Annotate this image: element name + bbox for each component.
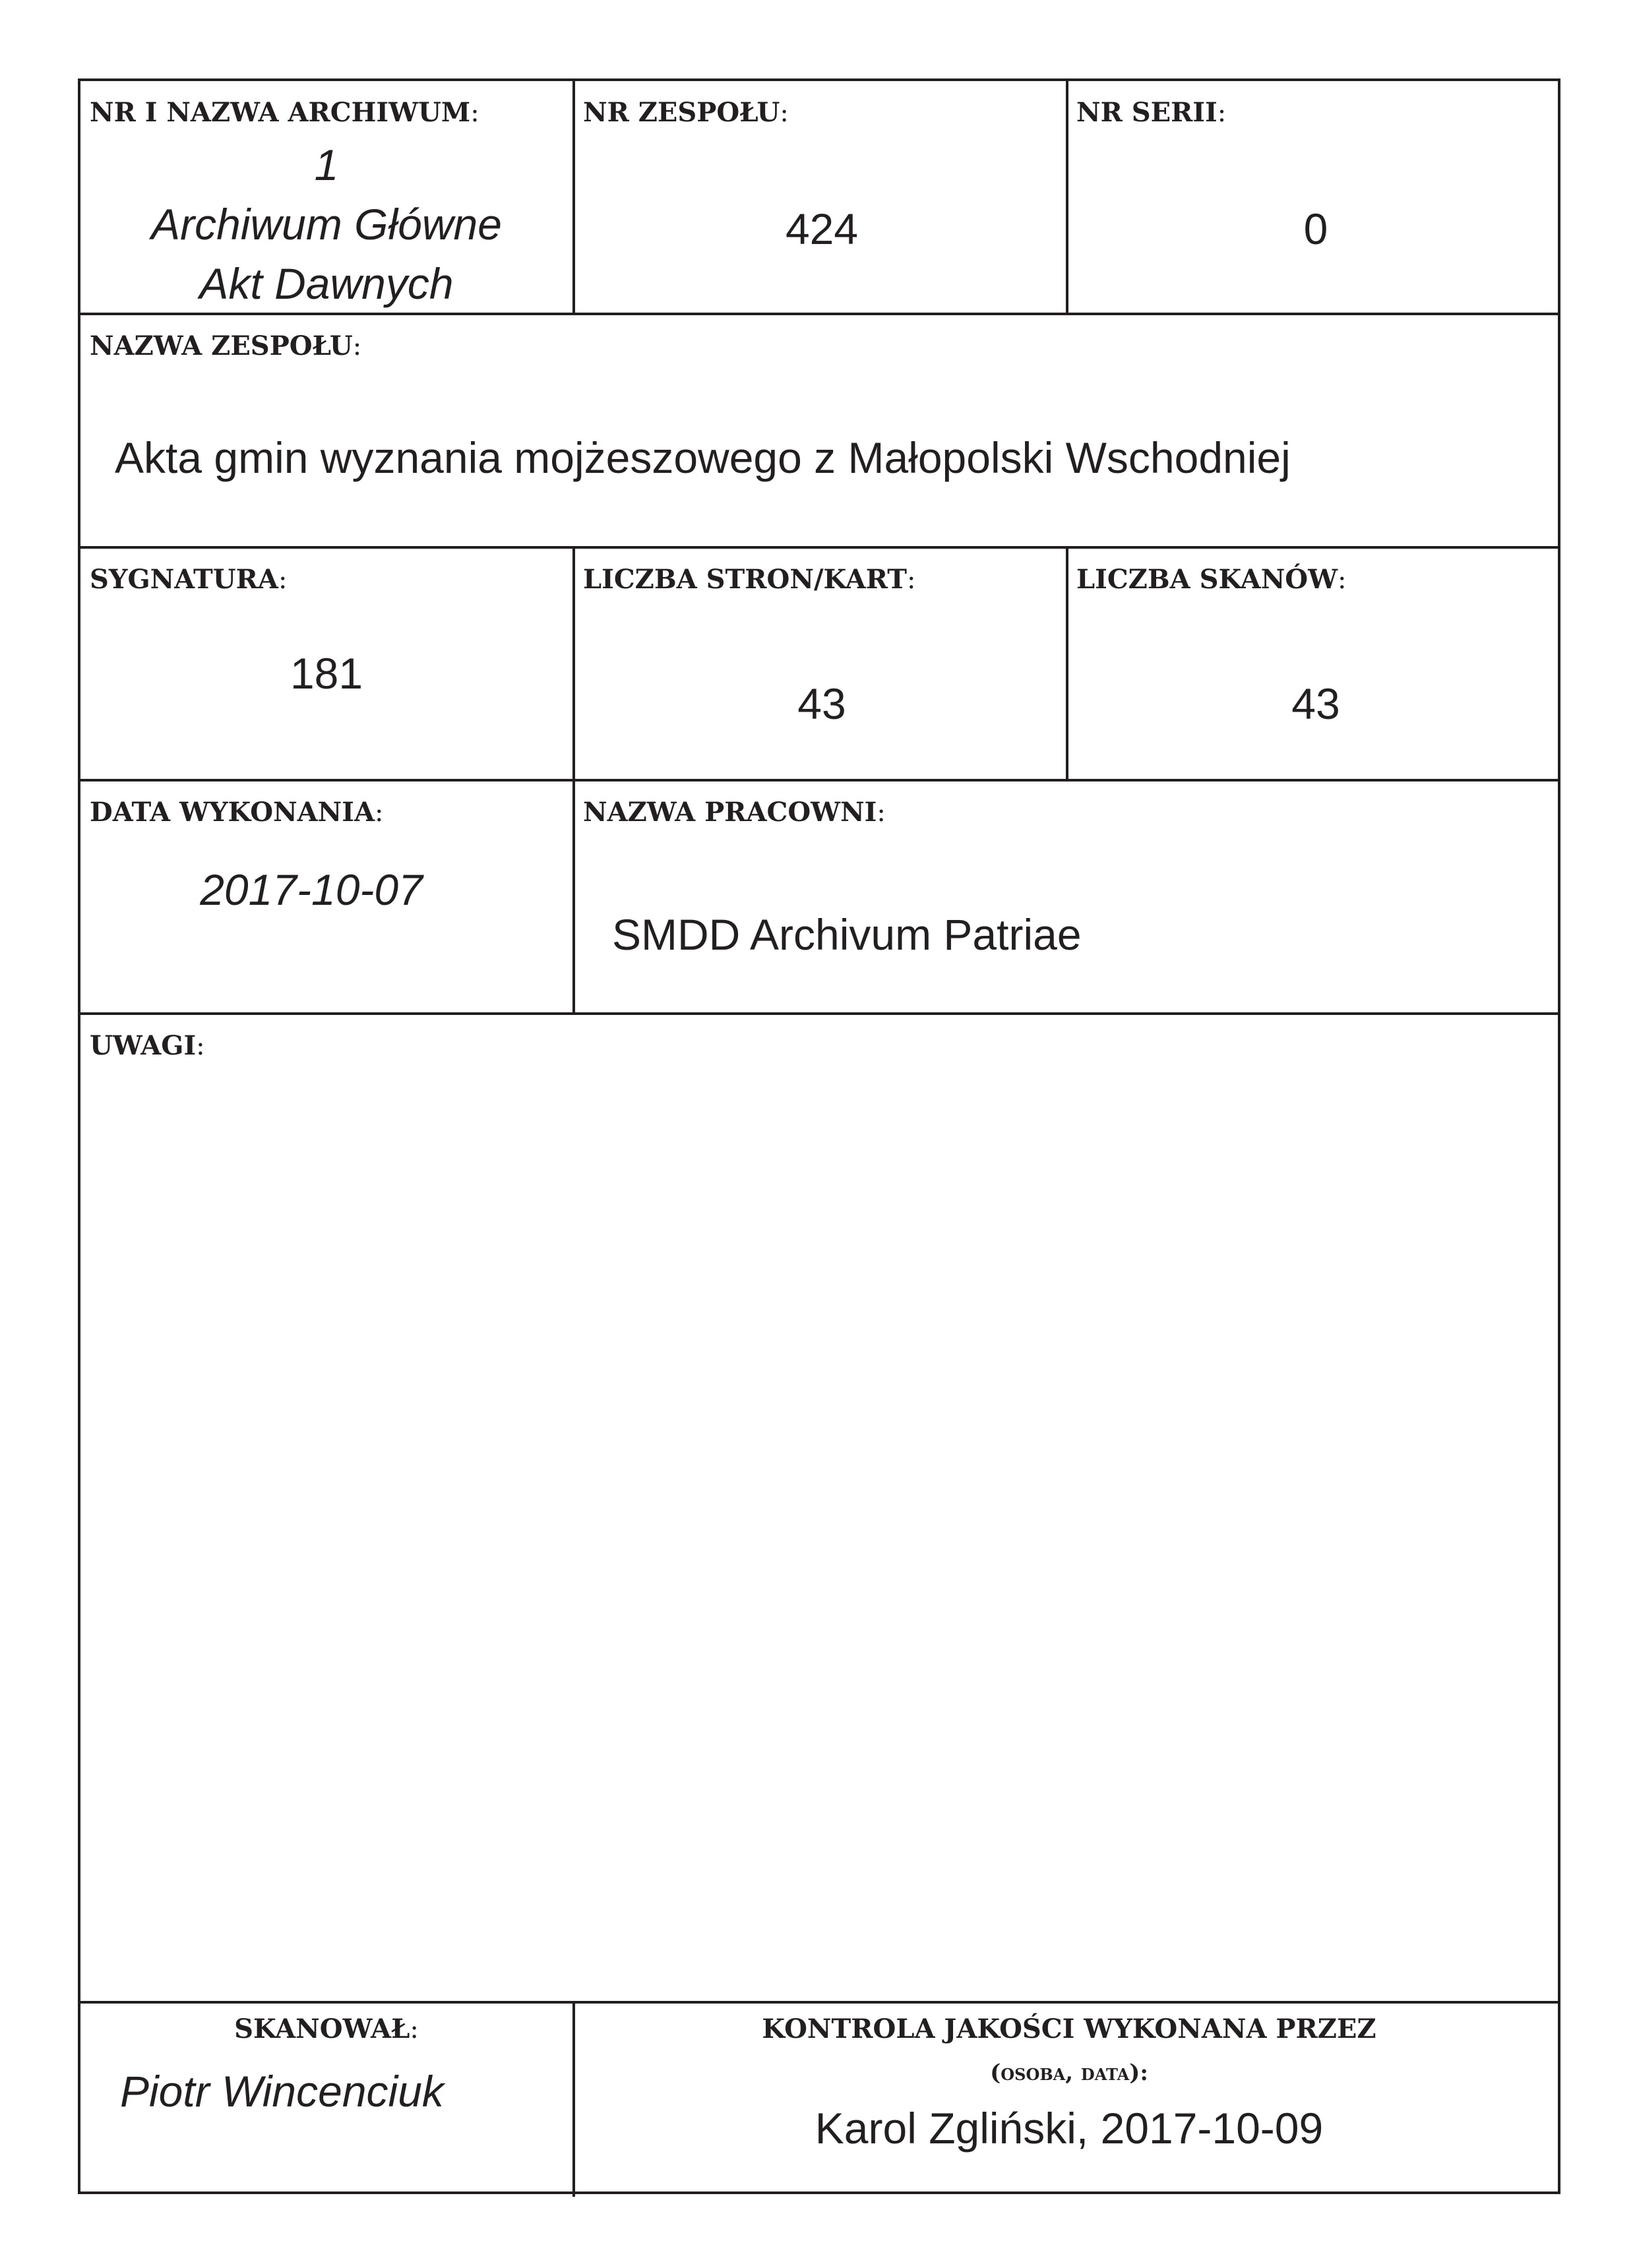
archive-number: 1 [314,140,339,189]
divider [572,779,575,1012]
divider [1066,546,1068,779]
pages-value: 43 [797,679,846,728]
fonds-name-label: NAZWA ZESPOŁU: [90,330,362,361]
scans-value: 43 [1291,679,1340,728]
scanned-by-value: Piotr Wincenciuk [120,2067,444,2116]
divider [80,546,1558,549]
series-number-label: NR SERII: [1076,97,1227,128]
pages-label: LICZBA STRON/KART: [583,564,916,595]
workshop-value: SMDD Archivum Patriae [612,910,1082,959]
divider [80,2001,1558,2004]
archive-record-form [78,78,1560,2194]
divider [80,1012,1558,1015]
divider [80,779,1558,782]
divider [572,81,575,313]
scans-label: LICZBA SKANÓW: [1076,564,1347,595]
fonds-name-value: Akta gmin wyznania mojżeszowego z Małopolski Wschodniej [115,433,1291,482]
date-label: DATA WYKONANIA: [90,797,384,828]
divider [1066,81,1068,313]
archive-name-line2: Akt Dawnych [199,259,454,308]
signature-value: 181 [290,649,363,698]
quality-label: KONTROLA JAKOŚCI WYKONANA PRZEZ [762,2013,1376,2044]
quality-sublabel: (osoba, data): [990,2060,1148,2086]
divider [572,546,575,779]
signature-label: SYGNATURA: [90,564,288,595]
archive-value [80,135,572,313]
archive-label: NR I NAZWA ARCHIWUM: [90,97,479,128]
quality-value: Karol Zgliński, 2017-10-09 [815,2104,1324,2153]
workshop-label: NAZWA PRACOWNI: [583,797,886,828]
archive-name-line1: Archiwum Główne [151,200,502,249]
notes-label: UWAGI: [90,1030,205,1061]
scanned-by-label: SKANOWAŁ: [234,2013,419,2044]
date-value: 2017-10-07 [200,865,423,914]
fonds-number-value: 424 [785,204,859,253]
fonds-number-label: NR ZESPOŁU: [583,97,789,128]
series-number-value: 0 [1303,204,1328,253]
